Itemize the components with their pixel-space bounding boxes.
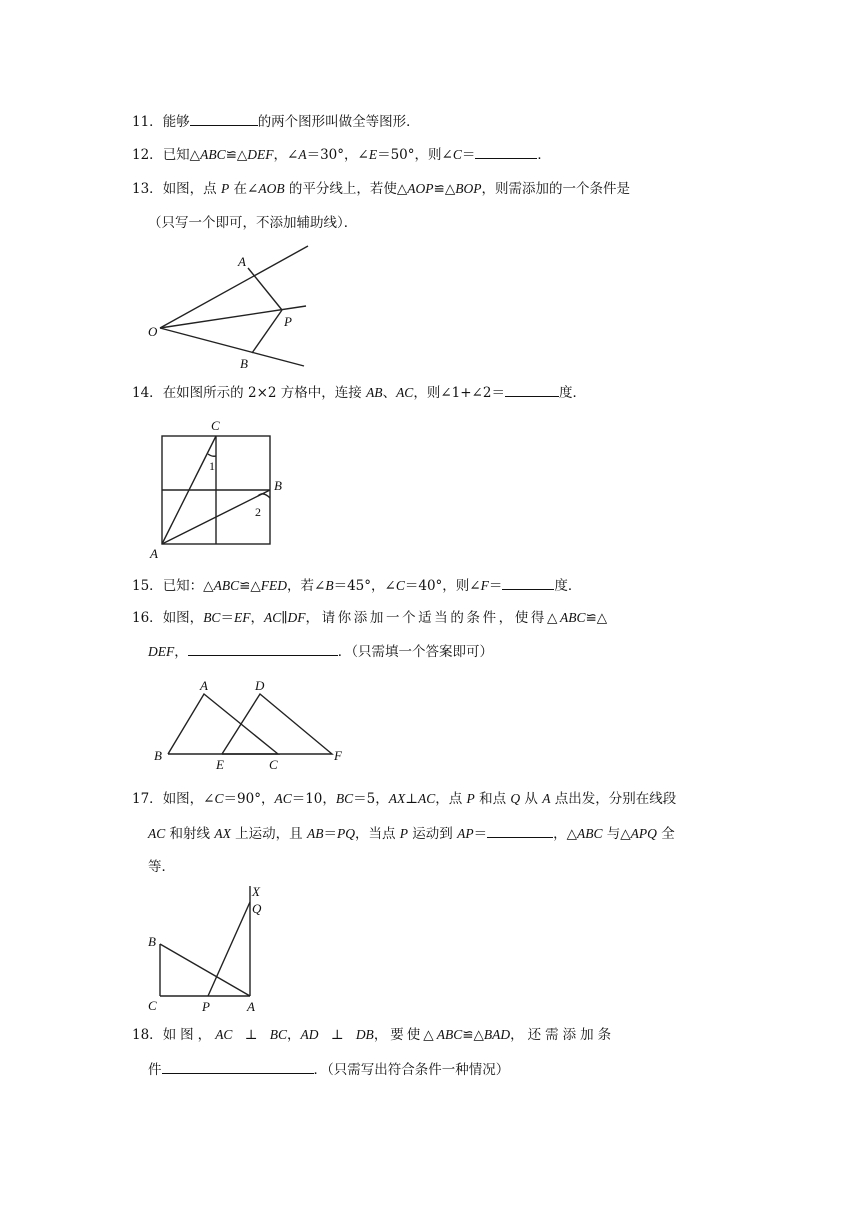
label-a: A [238,254,246,269]
question-number: 14． [132,385,163,401]
question-text: ，∠ [273,147,299,163]
question-text: ≌△ [239,578,261,594]
ray-ob [160,328,304,366]
question-text: 全 [656,826,675,842]
question-text: 度． [554,578,582,594]
math-var: AC [263,610,282,625]
label-a: A [150,546,158,561]
segment-bp [252,310,282,353]
figure-13 [148,244,318,374]
question-15 [132,576,581,595]
label-c: C [269,757,278,772]
question-text: 件 [148,1062,162,1078]
label-angle-2: 2 [255,505,261,519]
math-var: P [220,181,230,196]
angle-1-arc [208,454,216,456]
answer-blank[interactable] [505,383,559,397]
segment-ba [160,944,250,996]
question-17 [132,790,676,808]
label-angle-1: 1 [209,459,215,473]
question-text: ＝ [461,147,476,163]
label-d: D [255,678,265,693]
math-var: DB [355,1027,374,1042]
question-text: 和射线 [165,826,215,842]
figure-17 [146,882,276,1018]
answer-blank[interactable] [502,576,554,590]
math-var: PQ [336,826,355,841]
question-text: 度． [558,385,586,401]
question-text: ＝10， [291,791,336,807]
math-var: ABC [213,578,240,593]
question-text: 点出发，分别在线段 [550,791,677,807]
question-text: 能够 [162,114,190,130]
math-var: AOB [258,181,285,196]
question-text: 已知：△ [162,578,214,594]
question-text: ⊥ [405,791,418,807]
question-text: 与△ [602,826,631,842]
question-17-line-2 [148,824,675,843]
math-var: EF [233,610,251,625]
question-text: ⊥ [330,1027,344,1043]
figure-14 [148,416,298,562]
question-text: 如图， [162,610,204,626]
math-var: AOP [407,181,434,196]
label-c: C [211,418,220,433]
math-var: AC [417,791,436,806]
question-number: 12． [132,147,163,163]
question-text: ，点 [435,791,467,807]
question-text: ，若∠ [287,578,326,594]
question-16-line-2 [148,642,493,661]
question-text: ＝5， [353,791,389,807]
triangle-def [222,694,332,754]
question-14 [132,383,586,402]
answer-blank[interactable] [162,1060,314,1074]
question-16 [132,609,607,627]
math-var: C [452,147,462,162]
label-x: X [252,884,260,899]
label-q: Q [252,901,262,916]
question-text: ∥ [281,610,288,626]
question-text: ⊥ [244,1027,258,1043]
math-var: AC [274,791,292,806]
math-var: BC [269,1027,288,1042]
question-number: 15． [132,578,163,594]
math-var: AC [148,826,166,841]
question-text: ＝ [323,826,337,842]
question-text: ≌△ [462,1027,484,1043]
question-text: 从 [520,791,543,807]
question-text: ＝ [488,578,503,594]
question-text: ， [250,610,264,626]
math-var: F [480,578,489,593]
question-text: 等． [148,859,175,875]
math-var: AB [306,826,324,841]
label-b: B [148,934,156,949]
question-text: ．（只需写出符合条件一种情况） [313,1062,510,1078]
label-f: F [334,748,342,763]
math-var: BOP [455,181,482,196]
question-12 [132,145,551,164]
math-var: P [399,826,408,841]
label-a: A [200,678,208,693]
label-b: B [274,478,282,493]
question-number: 13． [132,181,163,197]
question-text: ，请你添加一个适当的条件，使得△ [305,610,560,626]
math-var: ABC [559,610,586,625]
math-var: AD [300,1027,319,1042]
question-number: 17． [132,791,163,807]
angle-2-arc [258,494,270,498]
question-13 [132,180,630,198]
answer-blank[interactable] [487,824,553,838]
segment-ap [248,268,282,310]
label-c: C [148,998,157,1013]
question-text: 在∠ [229,181,259,197]
math-var: DEF [247,147,274,162]
math-var: AB [366,385,383,400]
math-var: AC [215,1027,233,1042]
question-text: ＝40°，则∠ [404,578,481,594]
question-text: ．（只需填一个答案即可） [337,644,493,660]
question-text: ，则需添加的一个条件是 [481,181,630,197]
math-var: C [214,791,224,806]
question-text: ，当点 [354,826,400,842]
math-var: ABC [436,1027,463,1042]
question-text: 的两个图形叫做全等图形． [257,114,420,130]
math-var: A [298,147,307,162]
question-18 [132,1026,615,1044]
question-number: 11． [132,114,163,130]
question-11 [132,112,420,131]
label-a: A [247,999,255,1014]
question-13-line-2 [148,214,357,232]
question-text: ≌△ [433,181,456,197]
question-text: 已知△ [162,147,201,163]
question-text: ＝90°， [223,791,275,807]
answer-blank[interactable] [190,112,258,126]
math-var: AP [457,826,474,841]
question-text: 如图，点 [162,181,221,197]
question-text: 的平分线上，若使△ [284,181,408,197]
math-var: E [368,147,378,162]
question-text: ＝ [220,610,234,626]
question-text: ， [174,644,188,660]
math-var: APQ [630,826,657,841]
math-var: BC [203,610,221,625]
math-var: DF [287,610,306,625]
question-text: ，则∠1+∠2＝ [413,385,505,401]
question-text: ． [537,147,551,163]
label-b: B [154,748,162,763]
figure-16 [148,676,348,772]
math-var: B [325,578,334,593]
label-p: P [284,314,292,329]
question-18-line-2 [148,1060,509,1079]
math-var: AC [396,385,414,400]
question-text: ＝30°，∠ [306,147,369,163]
math-var: ABC [576,826,603,841]
question-text: ≌△ [585,610,608,626]
question-text: 如图，∠ [162,791,215,807]
question-text: 如图， [162,1027,216,1043]
math-var: A [542,791,551,806]
question-number: 16． [132,610,163,626]
question-text: ， [287,1027,301,1043]
label-o: O [148,324,158,339]
question-text: ＝45°，∠ [333,578,396,594]
triangle-abc [168,694,278,754]
question-text: 运动到 [408,826,458,842]
label-e: E [216,757,224,772]
question-text: 上运动，且 [230,826,307,842]
question-text: 在如图所示的 2×2 方格中，连接 [162,385,367,401]
question-text: ，要使△ [373,1027,437,1043]
segment-pq [208,902,250,996]
question-text: ＝50°，则∠ [377,147,453,163]
label-p: P [202,999,210,1014]
math-var: BC [335,791,354,806]
answer-blank[interactable] [475,145,537,159]
question-text: ，还需添加条 [510,1027,616,1043]
math-var: P [466,791,475,806]
question-text: ，△ [553,826,577,842]
math-var: Q [510,791,521,806]
question-text: （只写一个即可，不添加辅助线）． [148,215,358,231]
math-var: BAD [483,1027,511,1042]
label-b: B [240,356,248,371]
question-number: 18． [132,1027,163,1043]
math-var: AX [214,826,231,841]
question-text: ≌△ [225,147,248,163]
question-text: 、 [382,385,397,401]
math-var: C [395,578,405,593]
question-text: ＝ [473,826,488,842]
question-17-line-3 [148,858,175,876]
math-var: FED [260,578,288,593]
math-var: AX [388,791,406,806]
question-text: 和点 [474,791,511,807]
math-var: DEF [148,644,175,659]
answer-blank[interactable] [188,642,338,656]
math-var: ABC [200,147,226,162]
